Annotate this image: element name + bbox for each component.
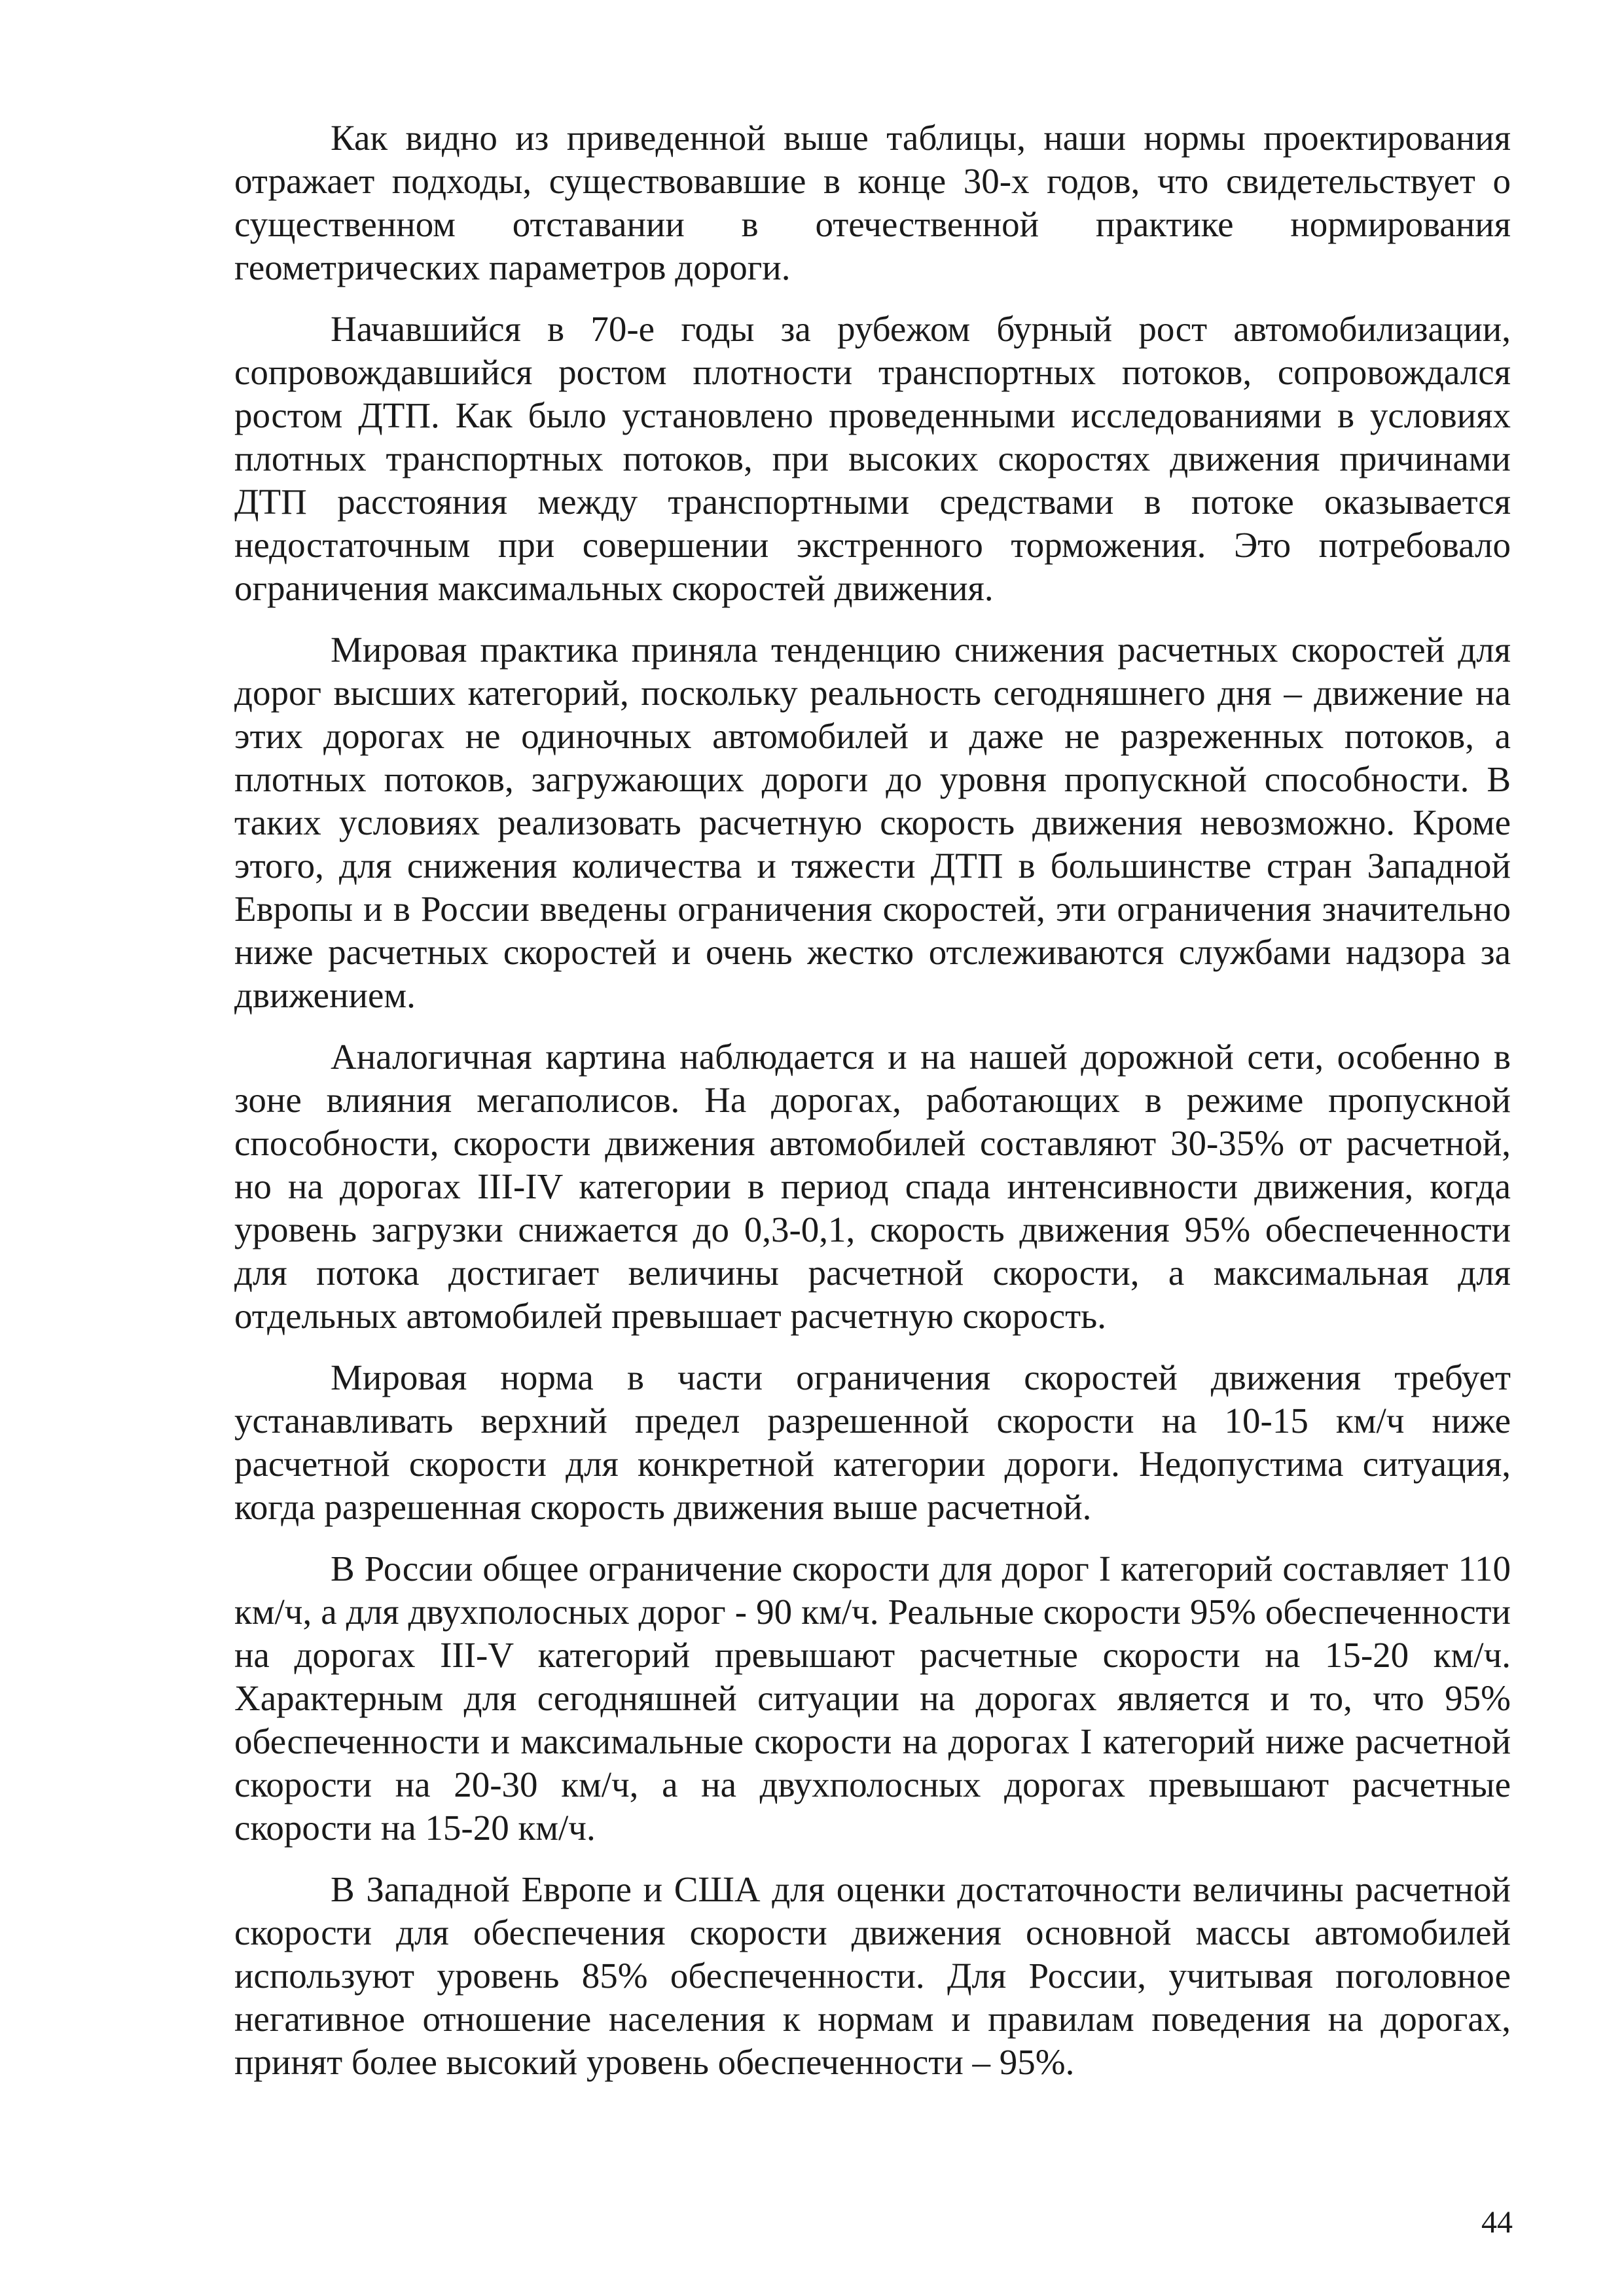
- page-number: 44: [1481, 2205, 1513, 2240]
- paragraph-6: В России общее ограничение скорости для дорог I категорий составляет 110 км/ч, а для двухполосных дорог - 90 км/ч. Реальные скорости 95% обеспеченности на дорогах III-V категорий превышают расчетные скорости на 15-20 км/ч. Характерным для сегодняшней ситуации на дорогах является и то, что 95% обеспеченности и максимальные скорости на дорогах I категорий ниже расчетной скорости на 20-30 км/ч, а на двухполосных дорогах превышают расчетные скорости на 15-20 км/ч.: [234, 1549, 1511, 1848]
- paragraph-4: Аналогичная картина наблюдается и на нашей дорожной сети, особенно в зоне влияния мегаполисов. На дорогах, работающих в режиме пропускной способности, скорости движения автомобилей составляют 30-35% от расчетной, но на дорогах III-IV категории в период спада интенсивности движения, когда уровень загрузки снижается до 0,3-0,1, скорость движения 95% обеспеченности для потока достигает величины расчетной скорости, а максимальная для отдельных автомобилей превышает расчетную скорость.: [234, 1037, 1511, 1336]
- paragraph-3: Мировая практика приняла тенденцию снижения расчетных скоростей для дорог высших категорий, поскольку реальность сегодняшнего дня – движение на этих дорогах не одиночных автомобилей и даже не разреженных потоков, а плотных потоков, загружающих дороги до уровня пропускной способности. В таких условиях реализовать расчетную скорость движения невозможно. Кроме этого, для снижения количества и тяжести ДТП в большинстве стран Западной Европы и в России введены ограничения скоростей, эти ограничения значительно ниже расчетных скоростей и очень жестко отслеживаются службами надзора за движением.: [234, 630, 1511, 1015]
- paragraph-2: Начавшийся в 70-е годы за рубежом бурный рост автомобилизации, сопровождавшийся ростом плотности транспортных потоков, сопровождался ростом ДТП. Как было установлено проведенными исследованиями в условиях плотных транспортных потоков, при высоких скоростях движения причинами ДТП расстояния между транспортными средствами в потоке оказывается недостаточным при совершении экстренного торможения. Это потребовало ограничения максимальных скоростей движения.: [234, 309, 1511, 608]
- paragraph-7: В Западной Европе и США для оценки достаточности величины расчетной скорости для обеспечения скорости движения основной массы автомобилей используют уровень 85% обеспеченности. Для России, учитывая поголовное негативное отношение населения к нормам и правилам поведения на дорогах, принят более высокий уровень обеспеченности – 95%.: [234, 1869, 1511, 2082]
- paragraph-1: Как видно из приведенной выше таблицы, наши нормы проектирования отражает подходы, существовавшие в конце 30-х годов, что свидетельствует о существенном отставании в отечественной практике нормирования геометрических параметров дороги.: [234, 118, 1511, 287]
- document-body: [234, 117, 1511, 2102]
- paragraph-5: Мировая норма в части ограничения скоростей движения требует устанавливать верхний предел разрешенной скорости на 10-15 км/ч ниже расчетной скорости для конкретной категории дороги. Недопустима ситуация, когда разрешенная скорость движения выше расчетной.: [234, 1357, 1511, 1527]
